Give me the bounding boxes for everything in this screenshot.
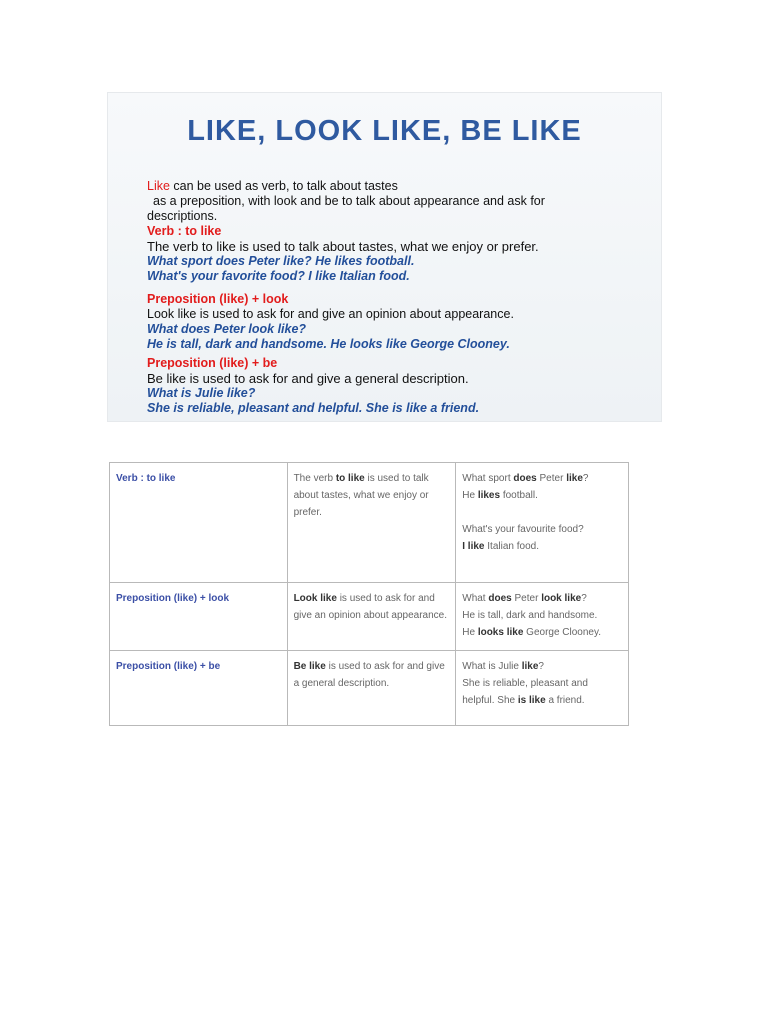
intro-block <box>147 179 627 224</box>
example-line <box>462 624 622 641</box>
ex-text: He <box>462 490 478 501</box>
row-examples <box>456 651 629 726</box>
ex-text: helpful. She <box>462 695 518 706</box>
row-description <box>287 651 456 726</box>
section-body: Look like is used to ask for and give an opinion about appearance. <box>147 307 514 321</box>
ex-keyword: I like <box>462 541 485 552</box>
example-line <box>462 692 622 709</box>
example-line: What sport does Peter like? He likes football. <box>147 254 415 268</box>
section-heading: Preposition (like) + look <box>147 292 289 306</box>
example-line: She is reliable, pleasant and <box>462 678 588 689</box>
ex-keyword: looks like <box>477 627 524 638</box>
desc-keyword: Look like <box>293 593 337 604</box>
row-examples <box>456 583 629 651</box>
ex-keyword: like <box>521 661 539 672</box>
example-line: What's your favourite food? <box>462 524 584 535</box>
ex-text: What <box>462 661 489 672</box>
row-label: Preposition (like) + look <box>110 583 288 651</box>
section-body: The verb to like is used to talk about tastes, what we enjoy or prefer. <box>147 239 539 254</box>
row-label: Verb : to like <box>110 463 288 583</box>
example-line <box>462 538 622 555</box>
intro-line-2: as a preposition, with look and be to talk about appearance and ask for <box>153 194 545 208</box>
ex-text: Julie <box>495 661 522 672</box>
ex-text: ? <box>581 593 587 604</box>
intro-line-1-rest: can be used as verb, to talk about tastes <box>169 179 398 193</box>
ex-text: is <box>488 661 496 672</box>
ex-keyword: like <box>566 473 583 484</box>
section-be-like <box>147 356 627 416</box>
desc-text: The verb <box>293 473 336 484</box>
ex-keyword: does <box>513 473 537 484</box>
table-row <box>110 583 629 651</box>
section-verb <box>147 224 627 284</box>
ex-text: football. <box>500 490 538 501</box>
ex-keyword: is like <box>517 695 546 706</box>
infographic-title: LIKE, LOOK LIKE, BE LIKE <box>187 115 582 147</box>
ex-text: ? <box>538 661 544 672</box>
spacer <box>462 504 622 521</box>
section-look-like <box>147 292 627 352</box>
row-label: Preposition (like) + be <box>110 651 288 726</box>
desc-keyword: Be like <box>293 661 326 672</box>
ex-text: What sport <box>462 473 514 484</box>
section-heading: Verb : to like <box>147 224 222 238</box>
example-line: She is reliable, pleasant and helpful. She is like a friend. <box>147 401 480 415</box>
desc-text: is used to talk about tastes, what we enjoy or prefer. <box>293 473 429 518</box>
like-infographic <box>107 92 662 422</box>
intro-like-word: Like <box>147 179 170 193</box>
section-body: Be like is used to ask for and give a general description. <box>147 371 469 386</box>
ex-keyword: likes <box>477 490 501 501</box>
section-heading: Preposition (like) + be <box>147 356 278 370</box>
example-line: He is tall, dark and handsome. He looks like George Clooney. <box>147 337 510 351</box>
ex-text: Italian food. <box>484 541 539 552</box>
ex-text: George Clooney. <box>523 627 602 638</box>
ex-text: ? <box>582 473 589 484</box>
desc-text: is used to ask for and give an opinion about appearance. <box>293 593 448 621</box>
table-row <box>110 463 629 583</box>
ex-text: a friend. <box>545 695 585 706</box>
example-line: What's your favorite food? I like Italian food. <box>147 269 410 283</box>
intro-line-1 <box>147 179 627 194</box>
like-summary-table <box>109 462 629 726</box>
example-line <box>462 658 622 675</box>
row-description <box>287 583 456 651</box>
example-line <box>462 470 622 487</box>
desc-keyword: to like <box>335 473 365 484</box>
intro-line-3: descriptions. <box>147 209 218 223</box>
row-examples <box>456 463 629 583</box>
ex-keyword: does <box>488 593 512 604</box>
example-line: What is Julie like? <box>147 386 256 400</box>
ex-text: Peter <box>536 473 567 484</box>
example-line <box>462 487 622 504</box>
ex-text: Peter <box>511 593 542 604</box>
ex-keyword: look like <box>541 593 582 604</box>
example-line: He is tall, dark and handsome. <box>462 610 598 621</box>
desc-text: is used to ask for and give a general description. <box>293 661 445 689</box>
ex-text: What <box>462 593 489 604</box>
example-line <box>462 590 622 607</box>
ex-text: He <box>462 627 478 638</box>
row-description <box>287 463 456 583</box>
example-line: What does Peter look like? <box>147 322 307 336</box>
table-row <box>110 651 629 726</box>
